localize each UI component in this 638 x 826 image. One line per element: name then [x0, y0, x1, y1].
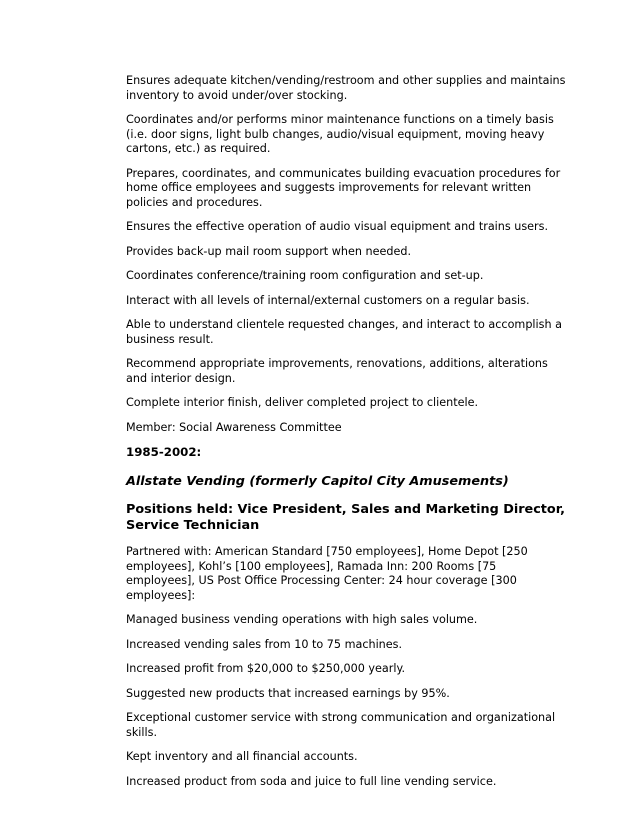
job-item: Increased profit from $20,000 to $250,000 yearly. [126, 662, 406, 675]
duty-paragraph: Recommend appropriate improvements, renovations, additions, alterations and interior design. [126, 357, 548, 385]
job-item: Partnered with: American Standard [750 employees], Home Depot [250 employees], Kohl’s [100 employees], Ramada Inn: 200 Rooms [75 employees], US Post Office Processing Center: 24 hour coverage [300 employees]: [126, 545, 528, 602]
duty-paragraph: Coordinates conference/training room configuration and set-up. [126, 269, 484, 282]
job-item: Increased vending sales from 10 to 75 machines. [126, 637, 403, 651]
job-item: Exceptional customer service with strong communication and organizational skills. [126, 711, 556, 739]
positions-held: Positions held: Vice President, Sales and Marketing Director, Service Technician [126, 502, 565, 533]
duty-paragraph: Interact with all levels of internal/external customers on a regular basis. [126, 293, 530, 307]
job-item: Increased product from soda and juice to full line vending service. [126, 774, 497, 788]
duty-paragraph: Prepares, coordinates, and communicates building evacuation procedures for home office employees and suggests improvements for relevant written policies and procedures. [126, 166, 561, 209]
duty-paragraph: Ensures adequate kitchen/vending/restroom and other supplies and maintains inventory to avoid under/over stocking. [126, 74, 566, 102]
duty-paragraph: Member: Social Awareness Committee [126, 420, 342, 434]
job-item: Kept inventory and all financial accounts. [126, 750, 358, 763]
duty-paragraph: Complete interior finish, deliver completed project to clientele. [126, 396, 479, 409]
duty-paragraph: Provides back-up mail room support when needed. [126, 244, 412, 258]
job-item: Suggested new products that increased earnings by 95%. [126, 686, 450, 700]
company-name: Allstate Vending (formerly Capitol City Amusements) [126, 474, 509, 489]
employment-years: 1985-2002: [126, 445, 202, 459]
job-item: Managed business vending operations with high sales volume. [126, 613, 478, 626]
duty-paragraph: Coordinates and/or performs minor maintenance functions on a timely basis (i.e. door signs, light bulb changes, audio/visual equipment, moving heavy cartons, etc.) as required. [126, 113, 554, 155]
duty-paragraph: Ensures the effective operation of audio visual equipment and trains users. [126, 220, 549, 233]
duty-paragraph: Able to understand clientele requested changes, and interact to accomplish a business result. [126, 318, 562, 346]
resume-content [126, 74, 566, 799]
